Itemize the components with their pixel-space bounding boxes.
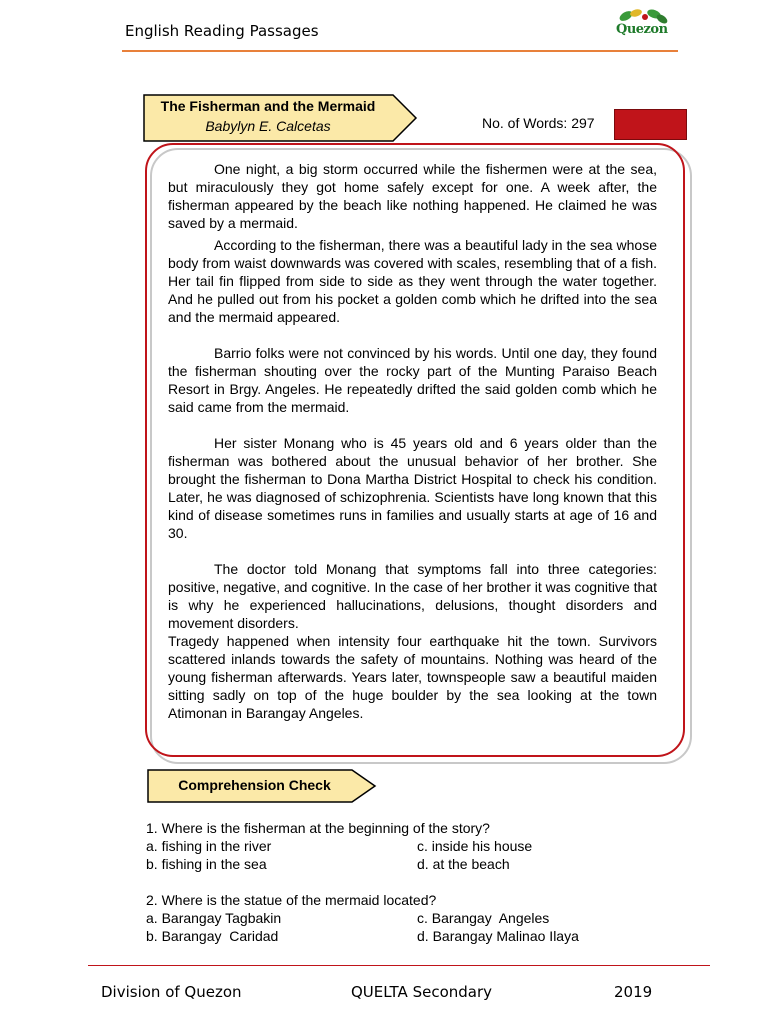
answer-option[interactable]: b. fishing in the sea xyxy=(146,856,267,872)
header-title: English Reading Passages xyxy=(125,22,319,40)
passage-paragraph: Tragedy happened when intensity four earthquake hit the town. Survivors scattered inlands towards the safety of mountains. Nothing was heard of the young fisherman afterwards. Years later, townspeople saw a beautiful maiden sitting sadly on top of the huge boulder by the sea looking at the town Atimonan in Barangay Angeles. xyxy=(168,633,657,721)
footer-division: Division of Quezon xyxy=(101,983,242,1001)
logo-text: Quezon xyxy=(616,22,668,37)
answer-option[interactable]: c. inside his house xyxy=(417,838,533,854)
word-count: No. of Words: 297 xyxy=(482,115,595,131)
answer-options xyxy=(146,837,616,873)
comprehension-heading: Comprehension Check xyxy=(178,777,331,793)
passage-paragraph: One night, a big storm occurred while the fishermen were at the sea, but miraculously they got home safely except for one. A week after, the fisherman appeared by the beach like nothing happened. He claimed he was saved by a mermaid. xyxy=(168,161,657,231)
answer-option[interactable]: a. Barangay Tagbakin xyxy=(146,910,282,926)
header-rule xyxy=(122,50,678,52)
answer-option[interactable]: a. fishing in the river xyxy=(146,838,272,854)
question-item xyxy=(146,891,616,945)
question-item xyxy=(146,819,616,873)
question-text: 1. Where is the fisherman at the beginning of the story? xyxy=(146,820,490,836)
passage-paragraph: According to the fisherman, there was a beautiful lady in the sea whose body from waist downwards was covered with scales, resembling that of a fish. Her tail fin flipped from side to side as they went through the water together. And he pulled out from his pocket a golden comb which he drifted into the sea and the mermaid appeared. xyxy=(168,237,657,325)
answer-option[interactable]: b. Barangay Caridad xyxy=(146,928,279,944)
answer-option[interactable]: d. Barangay Malinao Ilaya xyxy=(417,928,579,944)
passage-paragraph: Barrio folks were not convinced by his words. Until one day, they found the fisherman shouting over the rocky part of the Munting Paraiso Beach Resort in Brgy. Angeles. He repeatedly drifted the said golden comb which he said came from the mermaid. xyxy=(168,345,657,415)
answer-option[interactable]: c. Barangay Angeles xyxy=(417,910,550,926)
question-text: 2. Where is the statue of the mermaid located? xyxy=(146,892,437,908)
question-list xyxy=(146,819,616,963)
answer-options xyxy=(146,909,616,945)
story-heading xyxy=(143,96,393,136)
passage-paragraph: Her sister Monang who is 45 years old and 6 years older than the fisherman was bothered about the unusual behavior of her brother. She brought the fisherman to Dona Martha District Hospital to check his condition. Later, he was diagnosed of schizophrenia. Scientists have long known that this kind of disease sometimes runs in families and usually starts at age of 16 and 30. xyxy=(168,435,657,541)
footer-year: 2019 xyxy=(614,983,653,1001)
footer-rule xyxy=(88,965,710,966)
score-box xyxy=(614,109,687,140)
footer-program: QUELTA Secondary xyxy=(351,983,493,1001)
passage-text xyxy=(168,160,657,722)
logo xyxy=(614,6,672,44)
story-title: The Fisherman and the Mermaid xyxy=(160,98,376,114)
passage-paragraph: The doctor told Monang that symptoms fall into three categories: positive, negative, and cognitive. In the case of her brother it was cognitive that is why he experienced hallucinations, delusions, thought disorders and movement disorders. xyxy=(168,561,657,631)
story-author: Babylyn E. Calcetas xyxy=(205,118,331,134)
answer-option[interactable]: d. at the beach xyxy=(417,856,510,872)
